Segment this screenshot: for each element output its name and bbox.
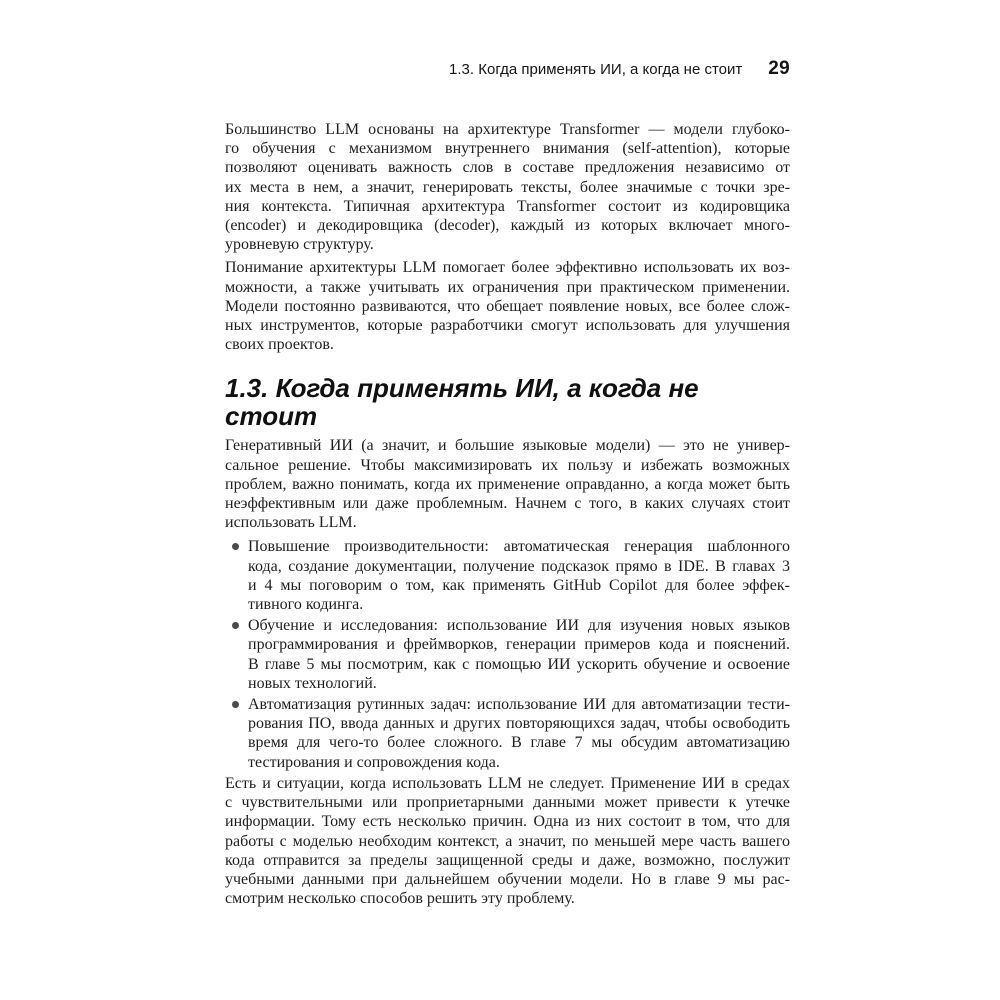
bullet-text: Обучение и исследования: использование ИИ для изучения новых языков программирования и фреймворков, генерации примеров кода и пояснений. В главе 5 мы посмотрим, как с помощью ИИ ускорить обучение и освоение новых технологий. bbox=[248, 617, 790, 692]
intro-paragraph-2: Понимание архитектуры LLM помогает более эффективно использовать их воз- можности, а также учитывать их ограничения при практическом применении. Модели постоянно развиваются, что обещает появление новых, все более слож- ных инструментов, которые разработчики смогут использовать для улучшения своих проектов. bbox=[225, 259, 790, 354]
list-item bbox=[225, 616, 790, 693]
bullet-icon bbox=[232, 622, 239, 629]
running-title: 1.3. Когда применять ИИ, а когда не стоит bbox=[449, 61, 743, 78]
list-item bbox=[225, 695, 790, 772]
bullet-icon bbox=[232, 543, 239, 550]
list-item bbox=[225, 537, 790, 614]
intro-paragraph-1: Большинство LLM основаны на архитектуре Transformer — модели глубоко- го обучения с механизмом внутреннего внимания (self-attention), которые позволяют оценивать важность слов в составе предложения независимо от их места в нем, а значит, генерировать тексты, более значимые с точки зре- ния контекста. Типичная архитектура Transformer состоит из кодировщика (encoder) и декодировщика (decoder), каждый из которых включает много- уровневую структуру. bbox=[225, 121, 790, 254]
page-number: 29 bbox=[768, 58, 790, 79]
bullet-icon bbox=[232, 701, 239, 708]
bullet-text: Автоматизация рутинных задач: использование ИИ для автоматизации тести- рования ПО, ввода данных и других повторяющихся задач, чтобы освободить время для чего-то более сложного. В главе 7 мы обсудим автоматизацию тестирования и сопровождения кода. bbox=[248, 696, 790, 771]
page-content bbox=[225, 58, 790, 908]
use-cases-list bbox=[225, 537, 790, 771]
page-header bbox=[225, 58, 790, 80]
section-heading: 1.3. Когда применять ИИ, а когда не стоит bbox=[225, 373, 699, 432]
bullet-text: Повышение производительности: автоматическая генерация шаблонного кода, создание документации, получение подсказок прямо в IDE. В главах 3 и 4 мы поговорим о том, как применять GitHub Copilot для более эффек- тивного кодинга. bbox=[248, 538, 790, 614]
section-lead-paragraph: Генеративный ИИ (а значит, и большие языковые модели) — это не универ- сальное решение. Чтобы максимизировать их пользу и избежать возможных проблем, важно понимать, когда их применение оправданно, а когда может быть неэффективным или даже проблемным. Начнем с того, в каких случаях стоит использовать LLM. bbox=[225, 437, 790, 532]
closing-paragraph: Есть и ситуации, когда использовать LLM не следует. Применение ИИ в средах с чувствительными или проприетарными данными может привести к утечке информации. Тому есть несколько причин. Одна из них состоит в том, что для работы с моделью необходим контекст, а значит, по меньшей мере часть вашего кода отправится за пределы защищенной среды и даже, возможно, послужит учебными данными при дальнейшем обучении модели. Но в главе 9 мы рас- смотрим несколько способов решить эту проблему. bbox=[225, 774, 790, 908]
